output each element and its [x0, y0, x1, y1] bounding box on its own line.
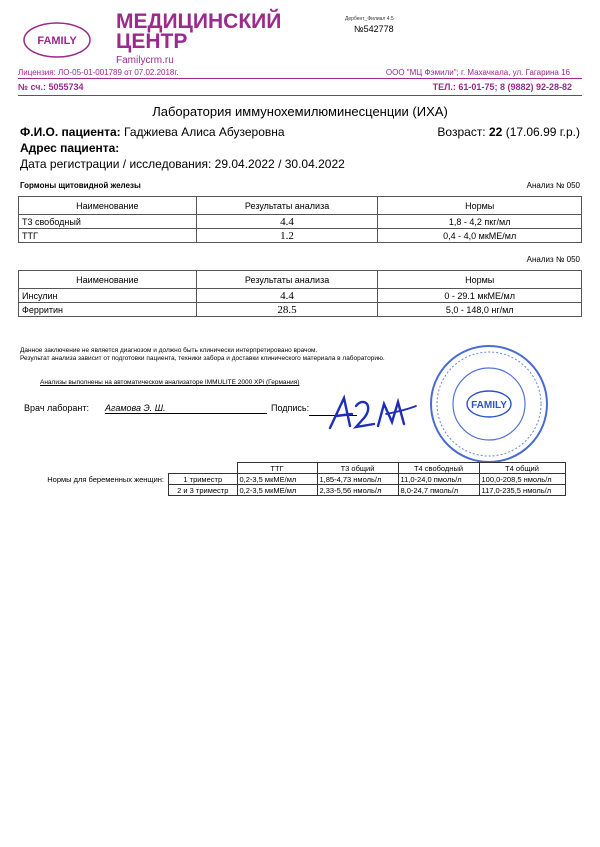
lab-title: Лаборатория иммунохемилюминесценции (ИХА) [152, 104, 448, 119]
test-value: 4.4 [196, 215, 378, 229]
col-norm-header: Нормы [378, 271, 582, 289]
header-divider [18, 78, 582, 79]
test-name: Т3 свободный [19, 215, 197, 229]
table-header-row [169, 463, 566, 474]
branch-note: Дербент_Филиал 4.5 [345, 16, 394, 22]
dates-row [20, 157, 345, 171]
patient-name: Гаджиева Алиса Абузеровна [124, 125, 285, 139]
patient-address-label: Адрес пациента: [20, 141, 120, 155]
patient-name-row [20, 125, 285, 139]
test-name: ТТГ [19, 229, 197, 243]
header-divider-bottom [18, 95, 582, 96]
trimester: 1 триместр [169, 474, 238, 485]
col-header: Т4 общий [479, 463, 565, 474]
col-result-header: Результаты анализа [196, 197, 378, 215]
svg-text:FAMILY: FAMILY [471, 400, 507, 411]
trimester: 2 и 3 триместр [169, 485, 238, 496]
blank-cell [169, 463, 238, 474]
norm-cell: 100,0-208,5 нмоль/л [479, 474, 565, 485]
test-value: 4.4 [196, 289, 378, 303]
table-header-row [19, 271, 582, 289]
age-label: Возраст: [437, 125, 486, 139]
table-row [19, 229, 582, 243]
norm-cell: 0,2-3,5 мкМЕ/мл [237, 474, 317, 485]
dates-value: 29.04.2022 / 30.04.2022 [214, 157, 345, 171]
pregnancy-norms-table [168, 462, 566, 496]
test-norm: 0,4 - 4,0 мкМЕ/мл [378, 229, 582, 243]
svg-text:FAMILY: FAMILY [37, 35, 77, 47]
document-number: №542778 [354, 24, 394, 34]
license: Лицензия: ЛО-05-01-001789 от 07.02.2018г. [18, 68, 179, 77]
col-header: Т3 общий [317, 463, 398, 474]
norm-cell: 1,85-4,73 нмоль/л [317, 474, 398, 485]
website: Familycrm.ru [116, 55, 174, 66]
table-row [19, 303, 582, 317]
norm-cell: 0,2-3,5 мкМЕ/мл [237, 485, 317, 496]
test-norm: 0 - 29.1 мкМЕ/мл [378, 289, 582, 303]
org-address: ООО "МЦ Фэмили"; г. Махачкала, ул. Гагарина 16 [385, 68, 570, 77]
clinic-logo [22, 20, 92, 60]
analysis-number: Анализ № 050 [526, 181, 580, 190]
table-header-row [19, 197, 582, 215]
disclaimer-line: Результат анализа зависит от подготовки пациента, техники забора и доставки клинического материала в лабораторию. [20, 355, 385, 362]
section-title: Гормоны щитовидной железы [20, 181, 141, 190]
clinic-stamp [428, 343, 550, 470]
account-number: № сч.: 5055734 [18, 82, 84, 92]
doctor-label: Врач лаборант: [24, 403, 90, 413]
patient-name-label: Ф.И.О. пациента: [20, 125, 121, 139]
table-row [19, 289, 582, 303]
test-name: Инсулин [19, 289, 197, 303]
pregnancy-norms-label: Нормы для беременных женщин: [47, 475, 164, 484]
col-header: Т4 свободный [398, 463, 479, 474]
signature-label: Подпись: [271, 403, 310, 413]
table-row [19, 215, 582, 229]
results-table-other [18, 270, 582, 317]
birth-date: (17.06.99 г.р.) [505, 125, 580, 139]
col-result-header: Результаты анализа [196, 271, 378, 289]
norm-cell: 2,33-5,56 нмоль/л [317, 485, 398, 496]
test-norm: 1,8 - 4,2 пкг/мл [378, 215, 582, 229]
results-table-thyroid [18, 196, 582, 243]
test-name: Ферритин [19, 303, 197, 317]
test-value: 28.5 [196, 303, 378, 317]
table-row [169, 474, 566, 485]
norm-cell: 11,0-24,0 пмоль/л [398, 474, 479, 485]
test-norm: 5,0 - 148,0 нг/мл [378, 303, 582, 317]
norm-cell: 117,0-235,5 нмоль/л [479, 485, 565, 496]
age-value: 22 [489, 125, 503, 139]
analysis-number: Анализ № 050 [526, 255, 580, 264]
col-name-header: Наименование [19, 271, 197, 289]
disclaimer-line: Данное заключение не является диагнозом и должно быть клинически интерпретировано врачом. [20, 347, 318, 354]
norm-cell: 8,0-24,7 пмоль/л [398, 485, 479, 496]
table-row [169, 485, 566, 496]
col-header: ТТГ [237, 463, 317, 474]
doctor-name: Агамова Э. Ш. [105, 403, 267, 414]
col-norm-header: Нормы [378, 197, 582, 215]
doctor-signature [326, 392, 421, 439]
test-value: 1.2 [196, 229, 378, 243]
dates-label: Дата регистрации / исследования: [20, 157, 212, 171]
analyzer-note: Анализы выполнены на автоматическом анализаторе IMMULITE 2000 XPi (Германия) [40, 379, 300, 386]
center-title: МЕДИЦИНСКИЙ ЦЕНТР [116, 10, 282, 53]
phone: ТЕЛ.: 61-01-75; 8 (9882) 92-28-82 [432, 82, 572, 92]
patient-age-row [437, 125, 580, 139]
col-name-header: Наименование [19, 197, 197, 215]
